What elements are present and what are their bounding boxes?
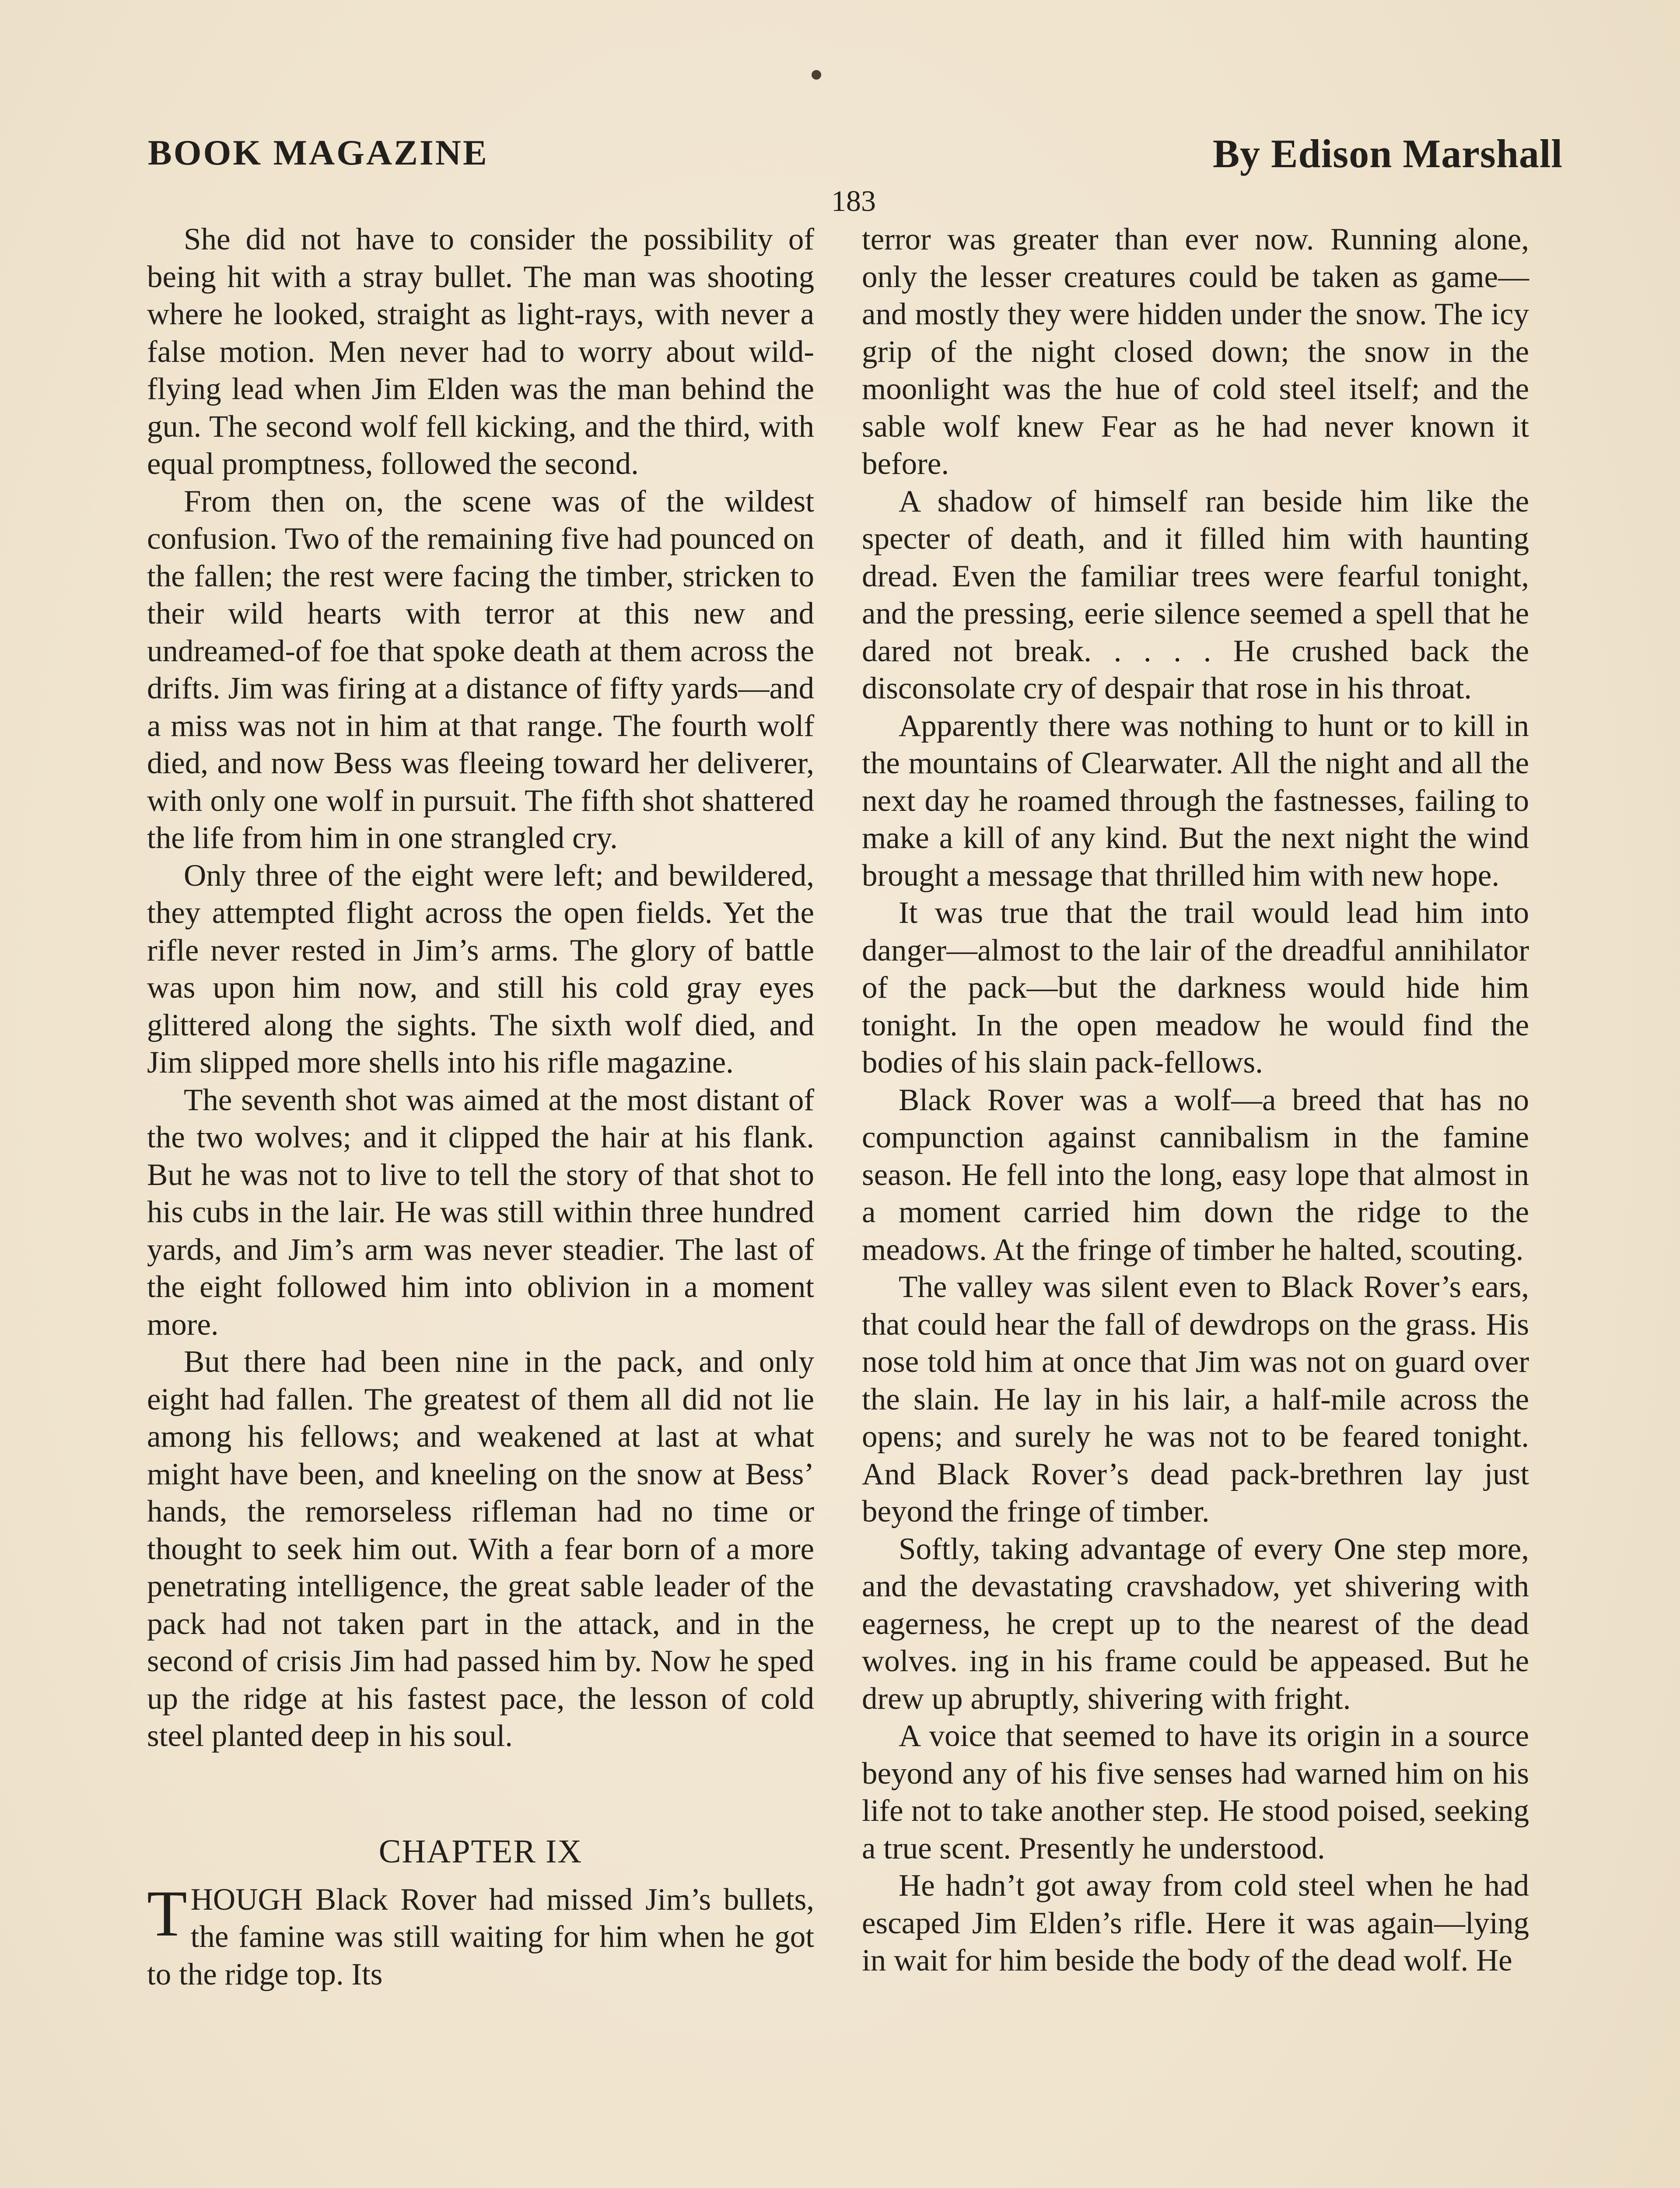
paragraph: From then on, the scene was of the wildest confusion. Two of the remaining five had pounced on the fallen; the rest were facing the timber, stricken to their wild hearts with terror at this new and undreamed-of foe that spoke death at them across the drifts. Jim was firing at a distance of fifty yards—and a miss was not in him at that range. The fourth wolf died, and now Bess was fleeing toward her deliverer, with only one wolf in pursuit. The fifth shot shattered the life from him in one strangled cry.: [147, 484, 814, 855]
author-byline: By Edison Marshall: [1212, 131, 1563, 176]
paragraph: Apparently there was nothing to hunt or to kill in the mountains of Clearwater. All the night and all the next day he roamed through the fastnesses, failing to make a kill of any kind. But the next night the wind brought a message that thrilled him with new hope.: [862, 708, 1529, 893]
drop-cap: T: [147, 1877, 187, 1950]
paragraph: He hadn’t got away from cold steel when he had escaped Jim Elden’s rifle. Here it was again—lying in wait for him beside the body of the dead wolf. He: [862, 1869, 1529, 1978]
paragraph: The valley was silent even to Black Rover’s ears, that could hear the fall of dewdrops on the grass. His nose told him at once that Jim was not on guard over the slain. He lay in his lair, a half-mile across the opens; and surely he was not to be feared tonight. And Black Rover’s dead pack-brethren lay just beyond the fringe of timber.: [862, 1270, 1529, 1529]
page-number: 183: [831, 184, 876, 217]
ink-speck: [812, 70, 821, 80]
paragraph: A voice that seemed to have its origin in a source beyond any of his five senses had warned him on his life not to take another step. He stood poised, seeking a true scent. Presently he understood.: [862, 1719, 1529, 1865]
paragraph: Only three of the eight were left; and bewildered, they attempted flight across the open fields. Yet the rifle never rested in Jim’s arms. The glory of battle was upon him now, and still his cold gray eyes glittered along the sights. The sixth wolf died, and Jim slipped more shells into his rifle magazine.: [147, 858, 814, 1080]
paragraph: Black Rover was a wolf—a breed that has no compunction against cannibalism in the famine season. He fell into the long, easy lope that almost in a moment carried him down the ridge to the meadows. At the fringe of timber he halted, scouting.: [862, 1083, 1529, 1267]
left-column: [147, 221, 814, 1993]
paragraph: The seventh shot was aimed at the most distant of the two wolves; and it clipped the hair at his flank. But he was not to live to tell the story of that shot to his cubs in the lair. He was still within three hundred yards, and Jim’s arm was never steadier. The last of the eight followed him into oblivion in a moment more.: [147, 1083, 814, 1342]
paragraph: But there had been nine in the pack, and only eight had fallen. The greatest of them all did not lie among his fellows; and weakened at last at what might have been, and kneeling on the snow at Bess’ hands, the remorseless rifleman had no time or thought to seek him out. With a fear born of a more penetrating intelligence, the great sable leader of the pack had not taken part in the attack, and in the second of crisis Jim had passed him by. Now he sped up the ridge at his fastest pace, the lesson of cold steel planted deep in his soul.: [147, 1345, 814, 1753]
paragraph: It was true that the trail would lead him into danger—almost to the lair of the dreadful annihilator of the pack—but the darkness would hide him tonight. In the open meadow he would find the bodies of his slain pack-fellows.: [862, 896, 1529, 1080]
chapter-opening-paragraph: [147, 1877, 814, 1994]
paragraph: A shadow of himself ran beside him like the specter of death, and it filled him with haunting dread. Even the familiar trees were fearful tonight, and the pressing, eerie silence seemed a spell that he dared not break. . . . . He crushed back the disconsolate cry of despair that rose in his throat.: [862, 484, 1529, 705]
right-column: [862, 221, 1529, 1980]
chapter-opening-text: HOUGH Black Rover had missed Jim’s bullets, the famine was still waiting for him when he got to the ridge top. Its: [147, 1882, 814, 1992]
paragraph: Softly, taking advantage of every One step more, and the devastating cravshadow, yet shivering with eagerness, he crept up to the nearest of the dead wolves. ing in his frame could be appeased. But he drew up abruptly, shivering with fright.: [862, 1532, 1529, 1716]
chapter-heading: CHAPTER IX: [378, 1833, 583, 1870]
continued-paragraph: terror was greater than ever now. Running alone, only the lesser creatures could be taken as game—and mostly they were hidden under the snow. The icy grip of the night closed down; the snow in the moonlight was the hue of cold steel itself; and the sable wolf knew Fear as he had never known it before.: [862, 222, 1529, 481]
paragraph: She did not have to consider the possibility of being hit with a stray bullet. The man was shooting where he looked, straight as light-rays, with never a false motion. Men never had to worry about wild-flying lead when Jim Elden was the man behind the gun. The second wolf fell kicking, and the third, with equal promptness, followed the second.: [147, 222, 814, 481]
magazine-title: BOOK MAGAZINE: [148, 133, 489, 172]
